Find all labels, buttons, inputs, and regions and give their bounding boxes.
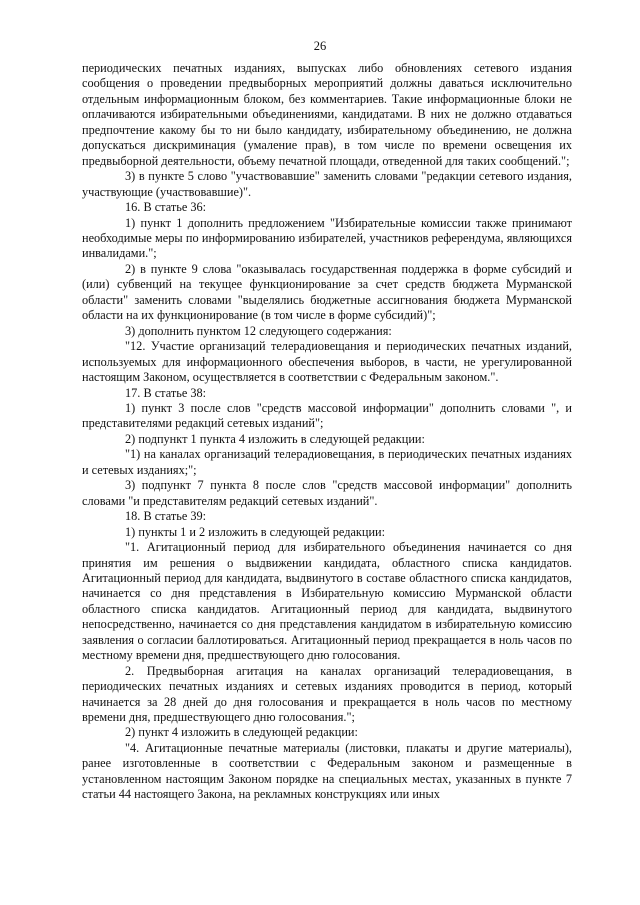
paragraph: 1) пункт 1 дополнить предложением "Избирательные комиссии также принимают необходимые меры по информированию избирателей, участников референдума, являющихся инвалидами."; bbox=[82, 215, 572, 261]
paragraph: 2) пункт 4 изложить в следующей редакции: bbox=[125, 725, 358, 740]
page-number: 26 bbox=[313, 39, 327, 53]
paragraph: "12. Участие организаций телерадиовещания и периодических печатных изданий, используемых для информационного обеспечения выборов, в части, не урегулированной настоящим Законом, осуществляется в соответствии с Федеральным законом.". bbox=[82, 339, 572, 385]
paragraph: 3) в пункте 5 слово "участвовавшие" заменить словами "редакции сетевого издания, участвующие (участвовавшие)". bbox=[82, 169, 572, 199]
article-heading: 18. В статье 39: bbox=[125, 509, 207, 524]
paragraph: 1) пункт 3 после слов "средств массовой информации" дополнить словами ", и представителями редакций сетевых изданий"; bbox=[82, 400, 572, 431]
paragraph: 2) в пункте 9 слова "оказывалась государственная поддержка в форме субсидий и (или) субвенций на текущее функционирование за счет средств бюджета Мурманской области" заменить словами "выделялись бюджетные ассигнования бюджета Мурманской области на их функционирование (в том числе в форме субсидий)"; bbox=[82, 261, 572, 323]
article-heading: 16. В статье 36: bbox=[125, 200, 207, 215]
document-body bbox=[82, 61, 572, 803]
paragraph: 1) пункты 1 и 2 изложить в следующей редакции: bbox=[125, 524, 386, 539]
paragraph: "1) на каналах организаций телерадиовещания, в периодических печатных изданиях и сетевых изданиях;"; bbox=[82, 447, 572, 477]
paragraph: 2) подпункт 1 пункта 4 изложить в следующей редакции: bbox=[125, 431, 425, 446]
paragraph: 3) дополнить пунктом 12 следующего содержания: bbox=[125, 323, 392, 338]
paragraph: 2. Предвыборная агитация на каналах организаций телерадиовещания, в периодических печатных изданиях и сетевых изданиях проводится в период, который начинается за 28 дней до дня голосования и прекращается в ноль часов по местному времени дня, предшествующего дню голосования."; bbox=[82, 663, 572, 725]
paragraph: "1. Агитационный период для избирательного объединения начинается со дня принятия им решения о выдвижении кандидата, областного списка кандидатов. Агитационный период для кандидата, выдвинутого в составе областного списка кандидатов, начинается со дня представления в Избирательную комиссию Мурманской области областного списка кандидатов. Агитационный период для кандидата, выдвинутого непосредственно, начинается со дня представления кандидатом в избирательную комиссию заявления о согласии баллотироваться. Агитационный период прекращается в ноль часов по местному времени дня, предшествующего дню голосования. bbox=[82, 540, 572, 663]
article-heading: 17. В статье 38: bbox=[125, 385, 207, 400]
paragraph: периодических печатных изданиях, выпусках либо обновлениях сетевого издания сообщения о проведении предвыборных мероприятий должны даваться исключительно отдельным информационным блоком, без комментариев. Такие информационные блоки не оплачиваются избирательными объединениями, кандидатами. В них не должно отдаваться предпочтение какому бы то ни было кандидату, избирательному объединению, не должна допускаться дискриминация (умаление прав), в том числе по времени освещения их предвыборной деятельности, объему печатной площади, отведенной для таких сообщений."; bbox=[82, 61, 572, 168]
paragraph: "4. Агитационные печатные материалы (листовки, плакаты и другие материалы), ранее изготовленные в соответствии с Федеральным законом и размещенные в установленном настоящим Законом порядке на специальных местах, указанных в пункте 7 статьи 44 настоящего Закона, на рекламных конструкциях или иных bbox=[82, 740, 572, 802]
paragraph: 3) подпункт 7 пункта 8 после слов "средств массовой информации" дополнить словами "и представителям редакций сетевых изданий". bbox=[82, 478, 572, 508]
